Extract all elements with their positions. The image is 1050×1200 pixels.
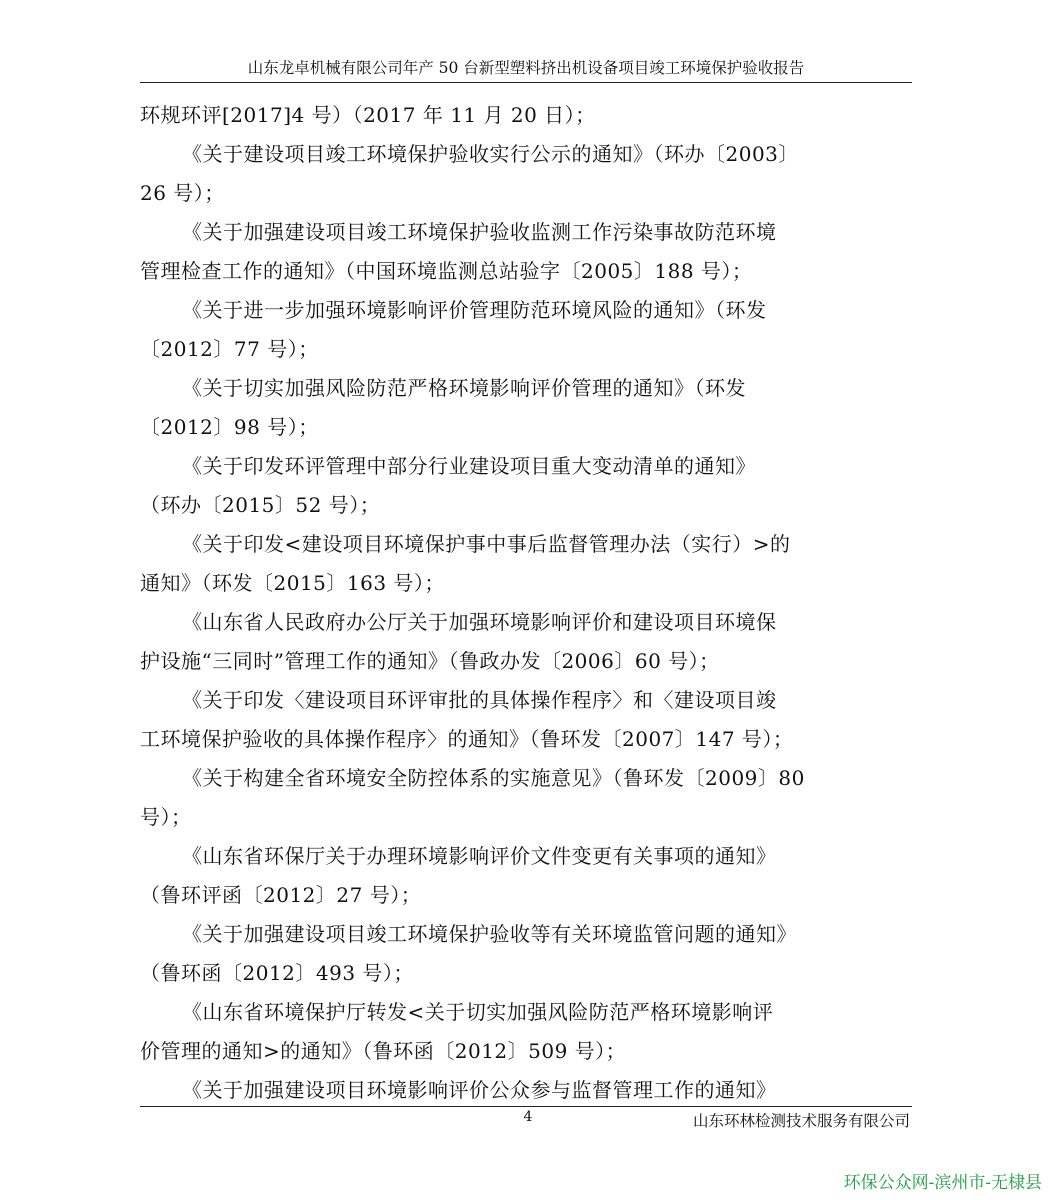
text-line: 通知》（环发〔2015〕163 号）； xyxy=(140,571,445,595)
header-title: 山东龙卓机械有限公司年产 50 台新型塑料挤出机设备项目竣工环境保护验收报告 xyxy=(247,59,805,77)
text-line: 《关于建设项目竣工环境保护验收实行公示的通知》（环办〔2003〕 xyxy=(182,142,799,166)
text-line: 《关于印发环评管理中部分行业建设项目重大变动清单的通知》 xyxy=(182,454,756,478)
text-line: 〔2012〕98 号）； xyxy=(140,415,319,439)
text-line: 《关于加强建设项目竣工环境保护验收监测工作污染事故防范环境 xyxy=(182,220,777,244)
text-line: 《关于印发〈建设项目环评审批的具体操作程序〉和〈建设项目竣 xyxy=(182,688,777,712)
text-line: 《关于切实加强风险防范严格环境影响评价管理的通知》（环发 xyxy=(182,376,746,400)
header-rule xyxy=(140,82,912,83)
text-line: （鲁环评函〔2012〕27 号）； xyxy=(140,883,422,907)
text-line: 〔2012〕77 号）； xyxy=(140,337,319,361)
page-number: 4 xyxy=(523,1109,533,1125)
text-line: 环规环评[2017]4 号）（2017 年 11 月 20 日）； xyxy=(140,103,596,127)
text-line: 价管理的通知>的通知》（鲁环函〔2012〕509 号）； xyxy=(140,1039,627,1063)
text-line: 《山东省环境保护厅转发<关于切实加强风险防范严格环境影响评 xyxy=(182,1000,774,1024)
text-line: 《关于进一步加强环境影响评价管理防范环境风险的通知》（环发 xyxy=(182,298,767,322)
footer-company: 山东环林检测技术服务有限公司 xyxy=(692,1112,910,1130)
text-line: 《山东省人民政府办公厅关于加强环境影响评价和建设项目环境保 xyxy=(182,610,777,634)
text-line: 《山东省环保厅关于办理环境影响评价文件变更有关事项的通知》 xyxy=(182,844,777,868)
text-line: 号）； xyxy=(140,805,192,829)
text-line: 《关于构建全省环境安全防控体系的实施意见》（鲁环发〔2009〕80 xyxy=(182,766,805,790)
text-line: 《关于印发<建设项目环境保护事中事后监督管理办法（实行）>的 xyxy=(182,532,791,556)
footer-rule xyxy=(140,1106,912,1107)
watermark-text: 环保公众网-滨州市-无棣县 xyxy=(843,1173,1042,1192)
text-line: 管理检查工作的通知》（中国环境监测总站验字〔2005〕188 号）； xyxy=(140,259,753,283)
text-line: （鲁环函〔2012〕493 号）； xyxy=(140,961,414,985)
text-line: 26 号）； xyxy=(140,181,225,205)
text-line: 工环境保护验收的具体操作程序〉的通知》（鲁环发〔2007〕147 号）； xyxy=(140,727,794,751)
text-line: （环办〔2015〕52 号）； xyxy=(140,493,381,517)
text-line: 护设施“三同时”管理工作的通知》（鲁政办发〔2006〕60 号）； xyxy=(140,649,720,673)
text-line: 《关于加强建设项目环境影响评价公众参与监督管理工作的通知》 xyxy=(182,1078,777,1102)
text-line: 《关于加强建设项目竣工环境保护验收等有关环境监管问题的通知》 xyxy=(182,922,797,946)
